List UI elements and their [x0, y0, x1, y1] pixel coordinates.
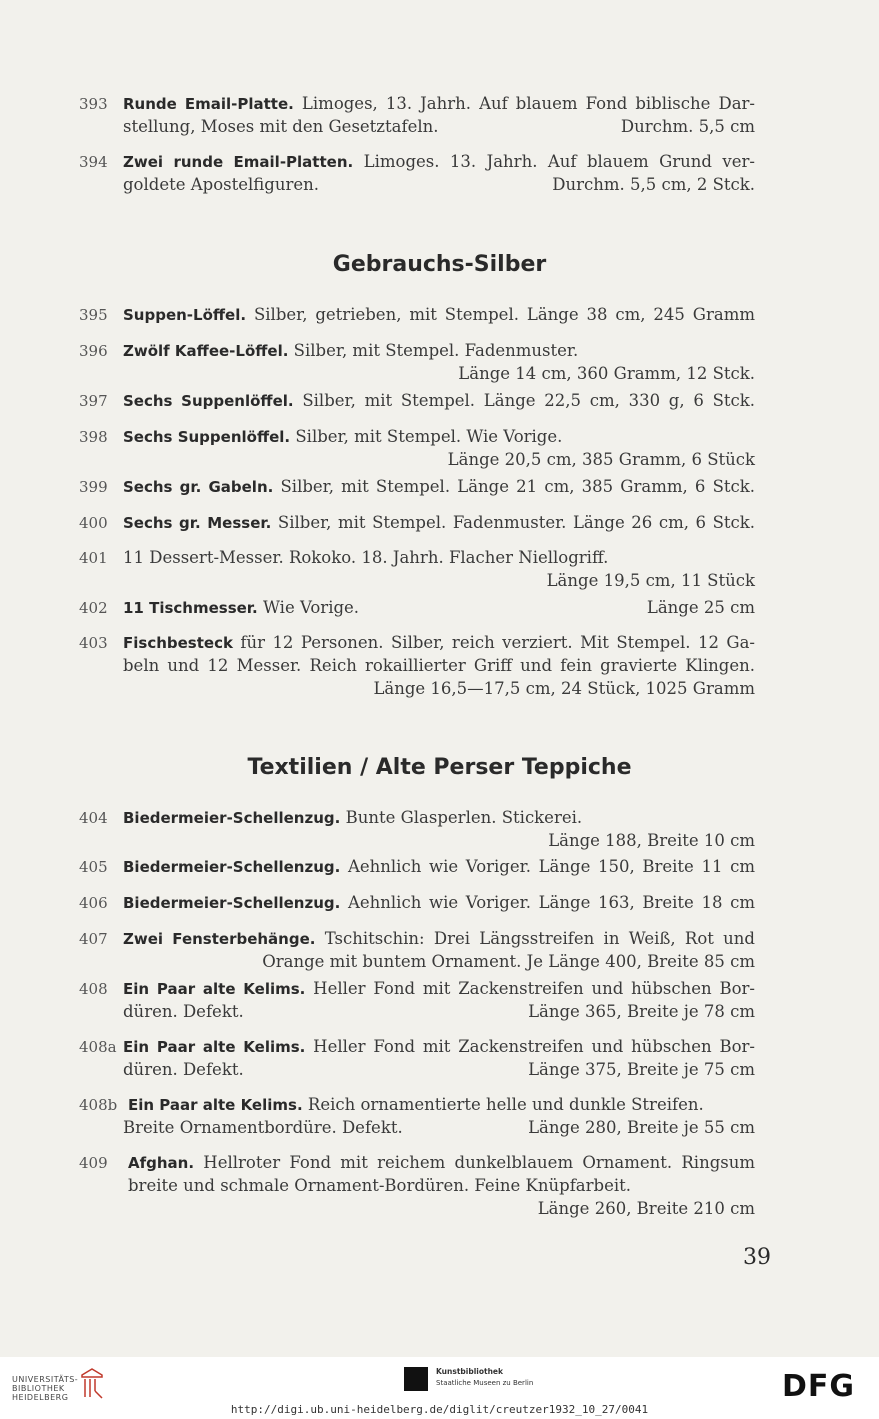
entry-line-1: [123, 857, 755, 877]
entry-text: Heller Fond mit Zackenstreifen und hübschen Bor-: [305, 979, 755, 998]
entry-number: 393: [79, 95, 108, 113]
kunstbibliothek-logo-icon: [404, 1367, 428, 1391]
entry-line-2: breite und schmale Ornament-Bordüren. Feine Knüpfarbeit.: [128, 1176, 632, 1195]
entry-measure: Länge 16,5—17,5 cm, 24 Stück, 1025 Gramm: [373, 679, 755, 698]
entry-line-1: [123, 427, 755, 447]
entry-lead: Ein Paar alte Kelims.: [123, 1038, 306, 1056]
ub-line: HEIDELBERG: [12, 1393, 69, 1402]
entry-measure: Länge 188, Breite 10 cm: [548, 831, 755, 850]
entry-line-1: [123, 979, 755, 999]
entry-number: 406: [79, 894, 108, 912]
entry-text: Silber, mit Stempel. Wie Vorige.: [290, 427, 563, 446]
entry-line-1: [123, 305, 755, 325]
entry-lead: Biedermeier-Schellenzug.: [123, 858, 341, 876]
entry-line-1: [123, 94, 755, 114]
entry-text: Silber, mit Stempel. Länge 22,5 cm, 330 g, 6 Stck.: [293, 391, 755, 410]
entry-line-1: [123, 513, 755, 533]
entry-lead: Fischbesteck: [123, 634, 233, 652]
entry-line-1: [123, 341, 755, 361]
entry-line-1: [123, 893, 755, 913]
entry-line-2: düren. Defekt.: [123, 1002, 244, 1021]
entry-lead: Afghan.: [128, 1154, 195, 1172]
entry-line-1: [123, 1037, 755, 1057]
entry-line-1: [123, 808, 755, 828]
entry-measure: Länge 25 cm: [646, 598, 755, 617]
entry-number: 394: [79, 153, 108, 171]
entry-measure: Länge 260, Breite 210 cm: [537, 1199, 755, 1218]
entry-lead: Runde Email-Platte.: [123, 95, 294, 113]
entry-text: Limoges. 13. Jahrh. Auf blauem Grund ver-: [353, 152, 755, 171]
ub-line: UNIVERSITÄTS-: [12, 1375, 79, 1384]
section-heading-textiles: Textilien / Alte Perser Teppiche: [247, 755, 632, 780]
entry-number: 399: [79, 478, 108, 496]
entry-line-2: stellung, Moses mit den Gesetztafeln.: [123, 117, 439, 136]
entry-number: 409: [79, 1154, 108, 1172]
entry-number: 408: [79, 980, 108, 998]
entry-line-2: beln und 12 Messer. Reich rokaillierter Griff und fein gravierte Klingen.: [123, 656, 755, 675]
entry-number: 408a: [79, 1038, 117, 1056]
entry-number: 408b: [79, 1096, 118, 1114]
entry-line-1: [123, 929, 755, 949]
entry-lead: Suppen-Löffel.: [123, 306, 247, 324]
entry-line-1: [123, 633, 755, 653]
entry-text: Silber, mit Stempel. Länge 21 cm, 385 Gramm, 6 Stck.: [273, 477, 755, 496]
entry-line-1: [123, 391, 755, 411]
entry-measure: Länge 14 cm, 360 Gramm, 12 Stck.: [458, 364, 755, 383]
entry-text: Heller Fond mit Zackenstreifen und hübschen Bor-: [305, 1037, 755, 1056]
ub-heidelberg-label: [12, 1375, 78, 1402]
entry-line-2: Breite Ornamentbordüre. Defekt.: [123, 1118, 403, 1137]
entry-lead: Sechs gr. Gabeln.: [123, 478, 274, 496]
entry-number: 402: [79, 599, 108, 617]
entry-number: 400: [79, 514, 108, 532]
entry-lead: Zwölf Kaffee-Löffel.: [123, 342, 289, 360]
entry-measure: Orange mit buntem Ornament. Je Länge 400, Breite 85 cm: [262, 952, 755, 971]
entry-text: Silber, mit Stempel. Fadenmuster. Länge 26 cm, 6 Stck.: [271, 513, 756, 532]
entry-measure: Durchm. 5,5 cm: [620, 117, 755, 136]
entry-number: 401: [79, 549, 108, 567]
entry-lead: Sechs gr. Messer.: [123, 514, 272, 532]
entry-text: Aehnlich wie Voriger. Länge 150, Breite 11 cm: [340, 857, 755, 876]
entry-line-2: goldete Apostelfiguren.: [123, 175, 320, 194]
entry-lead: Ein Paar alte Kelims.: [123, 980, 306, 998]
entry-measure: Länge 375, Breite je 75 cm: [528, 1060, 755, 1079]
entry-text: Tschitschin: Drei Längsstreifen in Weiß, Rot und: [315, 929, 755, 948]
entry-number: 397: [79, 392, 108, 410]
ub-heidelberg-logo-icon: [78, 1365, 106, 1401]
dfg-logo: DFG: [782, 1369, 856, 1404]
entry-text: für 12 Personen. Silber, reich verziert. Mit Stempel. 12 Ga-: [232, 633, 755, 652]
entry-lead: Sechs Suppenlöffel.: [123, 392, 294, 410]
entry-measure: Durchm. 5,5 cm, 2 Stck.: [552, 175, 755, 194]
entry-measure: Länge 365, Breite je 78 cm: [528, 1002, 755, 1021]
entry-number: 405: [79, 858, 108, 876]
section-heading-silver: Gebrauchs-Silber: [332, 252, 547, 277]
entry-lead: Zwei Fensterbehänge.: [123, 930, 316, 948]
entry-number: 395: [79, 306, 108, 324]
entry-line-1: [123, 477, 755, 497]
entry-number: 398: [79, 428, 108, 446]
entry-line-1: [123, 152, 755, 172]
entry-line-1: [128, 1095, 755, 1115]
entry-number: 404: [79, 809, 108, 827]
entry-measure: Länge 20,5 cm, 385 Gramm, 6 Stück: [447, 450, 755, 469]
kb-sub: Staatliche Museen zu Berlin: [436, 1379, 534, 1387]
entry-lead: Zwei runde Email-Platten.: [123, 153, 354, 171]
kb-name: Kunstbibliothek: [436, 1367, 504, 1376]
entry-text: Reich ornamentierte helle und dunkle Streifen.: [302, 1095, 704, 1114]
entry-line-1: 11 Dessert-Messer. Rokoko. 18. Jahrh. Flacher Niellogriff.: [123, 548, 609, 567]
permalink-url[interactable]: http://digi.ub.uni-heidelberg.de/diglit/creutzer1932_10_27/0041: [230, 1403, 649, 1416]
entry-line-2: düren. Defekt.: [123, 1060, 244, 1079]
entry-text: Bunte Glasperlen. Stickerei.: [340, 808, 583, 827]
footer-bar: [0, 1357, 879, 1419]
entry-lead: 11 Tischmesser.: [123, 599, 258, 617]
entry-measure: Länge 280, Breite je 55 cm: [528, 1118, 755, 1137]
entry-lead: Biedermeier-Schellenzug.: [123, 894, 341, 912]
entry-line-1: [128, 1153, 755, 1173]
entry-number: 403: [79, 634, 108, 652]
entry-text: Hellroter Fond mit reichem dunkelblauem Ornament. Ringsum: [194, 1153, 755, 1172]
entry-lead: Biedermeier-Schellenzug.: [123, 809, 341, 827]
entry-text: Aehnlich wie Voriger. Länge 163, Breite 18 cm: [340, 893, 755, 912]
entry-number: 396: [79, 342, 108, 360]
entry-lead: Ein Paar alte Kelims.: [128, 1096, 303, 1114]
entry-text: Silber, getrieben, mit Stempel. Länge 38 cm, 245 Gramm: [246, 305, 755, 324]
entry-number: 407: [79, 930, 108, 948]
page-number: 39: [743, 1245, 771, 1270]
ub-line: BIBLIOTHEK: [12, 1384, 65, 1393]
entry-text: Wie Vorige.: [257, 598, 360, 617]
entry-text: Silber, mit Stempel. Fadenmuster.: [288, 341, 579, 360]
entry-text: Limoges, 13. Jahrh. Auf blauem Fond biblische Dar-: [293, 94, 755, 113]
kunstbibliothek-label: [436, 1366, 533, 1389]
entry-measure: Länge 19,5 cm, 11 Stück: [546, 571, 755, 590]
entry-lead: Sechs Suppenlöffel.: [123, 428, 291, 446]
